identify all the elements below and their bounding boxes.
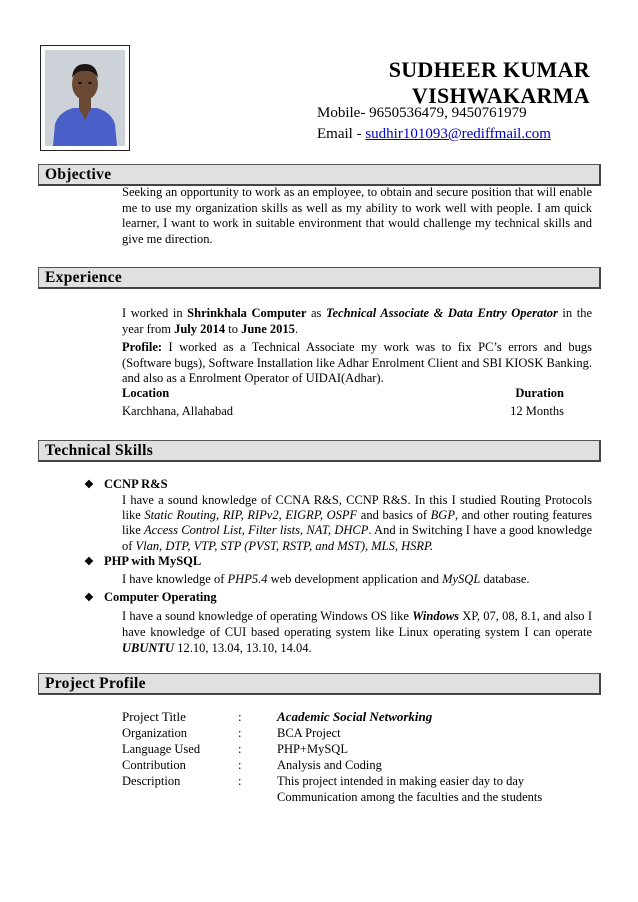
italic-run: MySQL bbox=[442, 572, 481, 586]
end-date: June 2015 bbox=[241, 321, 295, 336]
text-run: database. bbox=[480, 572, 530, 586]
name-line-2: VISHWAKARMA bbox=[411, 83, 590, 108]
text-run: I have a sound knowledge of operating Windows OS like bbox=[122, 609, 413, 623]
profile-photo bbox=[40, 45, 130, 151]
bold-italic-run: UBUNTU bbox=[122, 641, 175, 655]
section-bar-experience bbox=[38, 267, 601, 289]
description-line-1: This project intended in making easier day to day bbox=[277, 774, 525, 788]
skill-text-ccnp bbox=[122, 493, 592, 554]
skill-text-php bbox=[122, 572, 592, 588]
experience-paragraph bbox=[122, 306, 592, 337]
colon: : bbox=[238, 709, 242, 724]
skill-title: Computer Operating bbox=[104, 590, 217, 604]
email-label: Email - bbox=[317, 126, 366, 142]
italic-run: Access Control List, Filter lists, NAT, DHCP bbox=[144, 523, 369, 538]
email-line bbox=[317, 126, 551, 143]
skill-heading-php bbox=[84, 554, 201, 570]
project-row-language bbox=[122, 742, 542, 758]
italic-run: Vlan, DTP, VTP, STP (PVST, RSTP, and MST), MLS, HSRP. bbox=[135, 538, 434, 553]
description-line-2: Communication among the faculties and the students bbox=[277, 790, 543, 804]
skill-heading-ccnp bbox=[84, 477, 168, 493]
diamond-bullet-icon: ❖ bbox=[84, 556, 94, 568]
text-run: to bbox=[225, 321, 242, 336]
project-row-description-cont bbox=[122, 790, 562, 806]
os-paragraph bbox=[122, 608, 592, 656]
text-run: , and other routing features like bbox=[122, 508, 592, 538]
ccnp-paragraph bbox=[122, 493, 592, 554]
bold-italic-run: Windows bbox=[412, 609, 460, 623]
colon: : bbox=[238, 758, 242, 772]
colon: : bbox=[238, 742, 242, 756]
language-value: PHP+MySQL bbox=[277, 742, 348, 756]
profile-paragraph bbox=[122, 340, 592, 387]
section-title-experience: Experience bbox=[45, 269, 123, 286]
section-bar-project bbox=[38, 673, 601, 695]
organization-label: Organization bbox=[122, 726, 188, 740]
section-bar-objective bbox=[38, 164, 601, 186]
section-bar-skills bbox=[38, 440, 601, 462]
project-row-title bbox=[122, 709, 542, 725]
colon: : bbox=[238, 774, 242, 788]
email-link[interactable]: sudhir101093@rediffmail.com bbox=[365, 126, 551, 142]
organization-value: BCA Project bbox=[277, 726, 341, 740]
section-title-objective: Objective bbox=[45, 166, 112, 183]
text-run: in the year from bbox=[122, 306, 593, 336]
text-run: web development application and bbox=[267, 572, 443, 586]
project-title-label: Project Title bbox=[122, 709, 186, 724]
mobile-numbers: Mobile- 9650536479, 9450761979 bbox=[317, 105, 527, 121]
text-run: XP, 07, 08, 8.1, and also I have knowledge of CUI based operating system like Linux operating system I can operate bbox=[122, 609, 592, 639]
php-paragraph bbox=[122, 572, 592, 588]
text-run: . bbox=[294, 321, 299, 336]
italic-run: PHP5.4 bbox=[227, 572, 268, 586]
job-role: Technical Associate & Data Entry Operator bbox=[326, 306, 558, 320]
project-row-contribution bbox=[122, 758, 542, 774]
diamond-bullet-icon: ❖ bbox=[84, 479, 94, 491]
experience-text bbox=[122, 306, 592, 387]
text-run: 12.10, 13.04, 13.10, 14.04. bbox=[174, 641, 312, 655]
text-run: I have a sound knowledge of CCNA R&S, CCNP R&S. In this I studied Routing Protocols like bbox=[122, 493, 592, 523]
colon: : bbox=[238, 726, 242, 740]
location-label: Location bbox=[122, 386, 170, 400]
text-run: I worked in bbox=[122, 306, 188, 320]
skill-heading-os bbox=[84, 590, 217, 606]
person-photo-icon bbox=[45, 50, 125, 146]
description-label: Description bbox=[122, 774, 181, 788]
contribution-value: Analysis and Coding bbox=[277, 758, 382, 772]
company-name: Shrinkhala Computer bbox=[187, 306, 307, 320]
section-title-skills: Technical Skills bbox=[45, 442, 154, 459]
skill-title: PHP with MySQL bbox=[104, 554, 202, 568]
duration-value: 12 Months bbox=[510, 404, 564, 418]
location-value: Karchhana, Allahabad bbox=[122, 404, 234, 418]
skill-title: CCNP R&S bbox=[104, 477, 168, 491]
text-run: . And in Switching I have a good knowledge of bbox=[122, 523, 592, 553]
objective-text bbox=[122, 185, 592, 247]
location-duration-values bbox=[122, 404, 564, 419]
text-run: and basics of bbox=[357, 508, 431, 523]
language-label: Language Used bbox=[122, 742, 201, 756]
location-duration-header bbox=[122, 386, 564, 401]
objective-paragraph: Seeking an opportunity to work as an employee, to obtain and secure position that will enable me to use my organization skills as well as my ability to work well with people. I am quick learner, I want to work in suitable environment that would challenge my technical skills and give me direction. bbox=[122, 185, 592, 246]
diamond-bullet-icon: ❖ bbox=[84, 592, 94, 604]
project-row-org bbox=[122, 726, 542, 742]
name-line-1: SUDHEER KUMAR bbox=[388, 57, 590, 82]
project-row-description bbox=[122, 774, 562, 790]
text-run: as bbox=[306, 306, 327, 320]
profile-text: I worked as a Technical Associate my work was to fix PC’s errors and bugs (Software bugs), Software Installation like Adhar Enrolment Client and SBI KIOSK Banking. and also as a Enrolment Operator of UIDAI(Adhar). bbox=[122, 340, 592, 385]
skill-text-os bbox=[122, 608, 592, 656]
profile-label: Profile: bbox=[122, 340, 163, 354]
text-run: I have knowledge of bbox=[122, 572, 228, 586]
contribution-label: Contribution bbox=[122, 758, 186, 772]
duration-label: Duration bbox=[515, 386, 564, 400]
section-title-project: Project Profile bbox=[45, 675, 146, 692]
italic-run: Static Routing, RIP, RIPv2, EIGRP, OSPF bbox=[144, 508, 358, 523]
project-title-value: Academic Social Networking bbox=[277, 709, 433, 724]
italic-run: BGP bbox=[430, 508, 455, 523]
start-date: July 2014 bbox=[174, 321, 226, 336]
